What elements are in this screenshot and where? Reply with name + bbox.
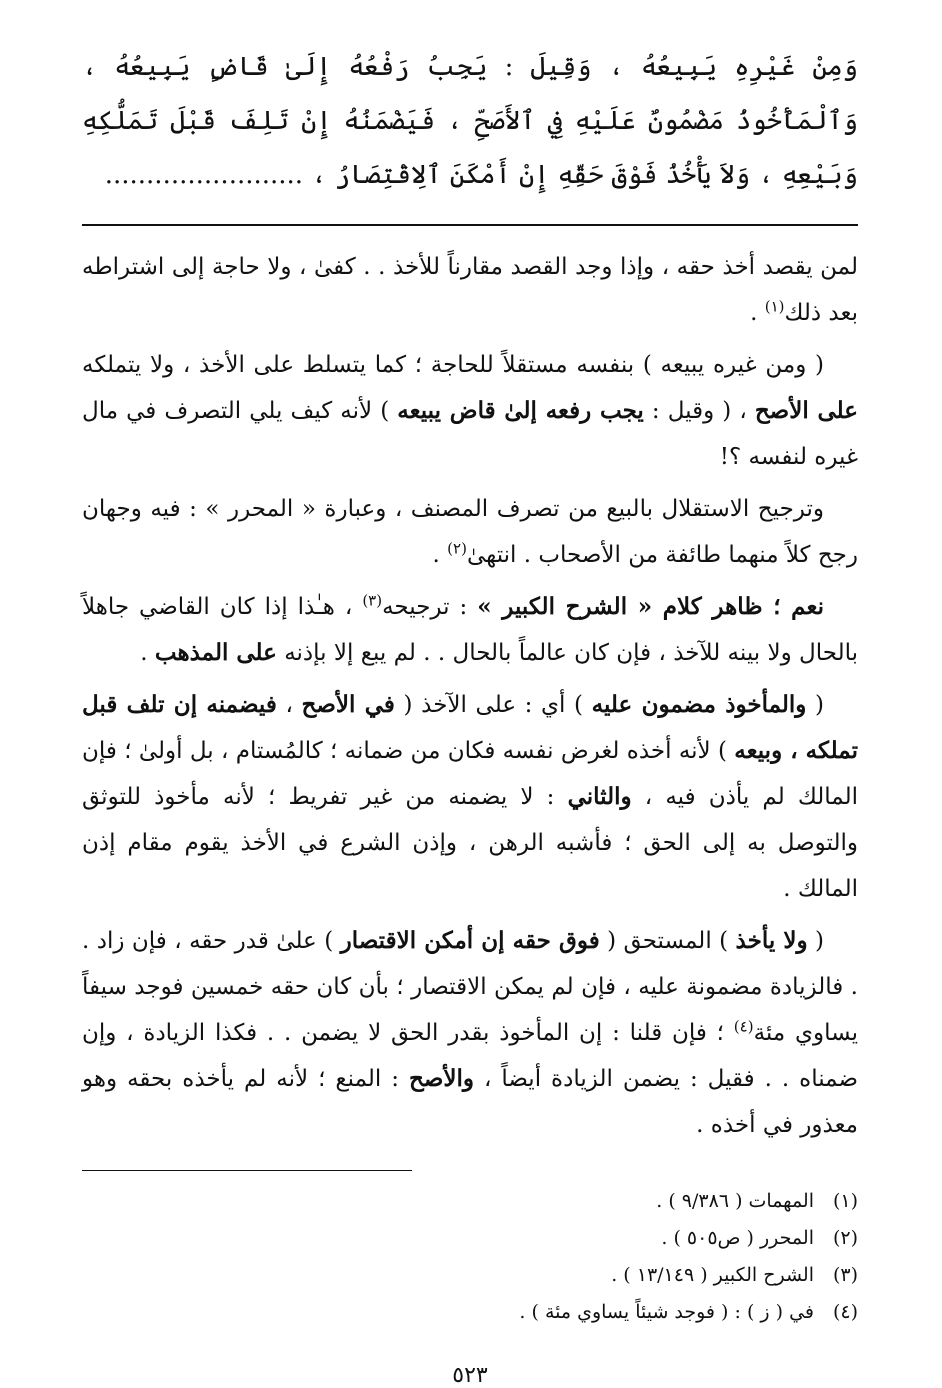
p6-bold-3: والأصح [408,1065,474,1092]
p4-t1: : ترجيحه [382,594,478,620]
p5-t3: ، [276,692,302,718]
p2-t3: ) لأنه كيف يلي التصرف في مال غيره لنفسه ؟! [82,398,858,470]
footnote-1-text: المهمات ( ٩/٣٨٦ ) . [656,1190,814,1212]
page [82,40,858,1388]
footnote-4-text: في ( ز ) : ( فوجد شيئاً يساوي مئة ) . [519,1301,814,1323]
matn-body: وَمِنْ غَيْرِهِ يَبِيعُهُ ، وَقِيلَ : يَجِبُ رَفْعُهُ إِلَىٰ قَاضٍ يَبِيعُهُ ، وَٱلْمَأْخُوذُ مَضْمُونٌ عَلَيْهِ فِي ٱلأَصَحِّ ، فَيَضْمَنُهُ إِنْ تَلِفَ قَبْلَ تَمَلُّكِهِ وَبَيْعِهِ ، وَلاَ يَأْخُذُ فَوْقَ حَقِّهِ إِنْ أَمْكَنَ ٱلِاقْتِصَارُ ، [82,52,858,190]
p5-bold-4: والثاني [567,783,632,810]
footnote-4-number: (٤) [832,1301,858,1323]
commentary-paragraph-6 [82,918,858,1148]
footnotes [82,1183,858,1331]
commentary-paragraph-3 [82,486,858,578]
p5-t1: ( [806,692,824,718]
footnote-ref-4: (٤) [733,1017,754,1036]
p5-t4: ) لأنه أخذه لغرض نفسه فكان من ضمانه ؛ كالمُستام ، بل أولىٰ ؛ فإن المالك لم يأذن فيه ، [82,738,858,810]
p6-t4: ؛ فإن قلنا : إن المأخوذ بقدر الحق لا يضمن . . فكذا الزيادة ، وإن ضمناه . . فقيل : يضمن الزيادة أيضاً ، [82,1020,859,1092]
p5-bold-2: في الأصح [301,691,395,718]
p6-bold-1: ولا يأخذ [735,927,808,954]
p6-t1: ( [807,928,824,954]
commentary-paragraph-1 [82,244,858,336]
footnote-separator [82,1170,412,1171]
footnote-3 [82,1257,858,1294]
footnote-2-text: المحرر ( ص٥٠٥ ) . [661,1227,814,1249]
p2-t1: ( ومن غيره يبيعه ) بنفسه مستقلاً للحاجة ؛ كما يتسلط على الأخذ ، ولا يتملكه [82,352,824,378]
footnote-ref-3: (٣) [362,591,383,610]
p6-t3: ) علىٰ قدر حقه ، فإن زاد . . فالزيادة مضمونة عليه ، فإن لم يمكن الاقتصار ؛ بأن كان حقه خمسين فوجد سيفاً يساوي مئة [82,928,858,1046]
footnote-1 [82,1183,858,1220]
p4-bold-1: نعم ؛ ظاهر كلام « الشرح الكبير » [477,593,824,620]
p5-bold-3: فيضمنه إن تلف قبل تملكه ، وبيعه [82,691,858,764]
p5-t5: : لا يضمنه من غير تفريط ؛ لأنه مأخوذ للتوثق والتوصل به إلى الحق ؛ فأشبه الرهن ، وإذن الشرع في الأخذ يقوم مقام إذن المالك . [82,784,858,902]
p2-t2: ، ( وقيل : [643,398,755,424]
p5-bold-1: والمأخوذ مضمون عليه [591,691,807,718]
footnote-ref-1: (١) [764,297,785,316]
p3-end: . [432,542,448,568]
p6-t2: ) المستحق ( [599,928,736,954]
commentary-paragraph-2 [82,342,858,480]
p1-text: لمن يقصد أخذ حقه ، وإذا وجد القصد مقارناً للأخذ . . كفىٰ ، ولا حاجة إلى اشتراطه بعد ذلك [82,254,858,326]
matn-separator [82,224,858,226]
matn-dots: ........................ [104,160,304,190]
p6-bold-2: فوق حقه إن أمكن الاقتصار [340,927,600,954]
commentary [82,244,858,1148]
footnote-2-number: (٢) [832,1227,858,1249]
p4-bold-2: على المذهب [154,639,277,666]
p4-t2: ، هـٰذا إذا كان القاضي جاهلاً بالحال ولا بينه للآخذ ، فإن كان عالماً بالحال . . لم يبع إلا بإذنه [82,594,858,666]
page-number: ٥٢٣ [452,1363,488,1388]
footnote-1-number: (١) [832,1190,858,1212]
commentary-paragraph-4 [82,584,858,676]
commentary-paragraph-5 [82,682,858,912]
footnote-2 [82,1220,858,1257]
p3-text: وترجيح الاستقلال بالبيع من تصرف المصنف ، وعبارة « المحرر » : فيه وجهان رجح كلاً منهما طائفة من الأصحاب . انتهىٰ [82,496,858,568]
p5-t2: ) أي : على الآخذ ( [394,692,592,718]
footnote-4 [82,1294,858,1331]
p2-bold-1: على الأصح [754,397,858,424]
p4-end: . [140,640,155,666]
p6-t5: : المنع ؛ لأنه لم يأخذه بحقه وهو معذور في أخذه . [82,1066,858,1138]
p2-bold-2: يجب رفعه إلىٰ قاض يبيعه [397,397,644,424]
footnote-ref-2: (٢) [447,539,467,558]
matn-text [82,40,858,202]
footnote-3-text: الشرح الكبير ( ١٣/١٤٩ ) . [611,1264,814,1286]
footnote-3-number: (٣) [832,1264,858,1286]
p1-end: . [750,300,765,326]
